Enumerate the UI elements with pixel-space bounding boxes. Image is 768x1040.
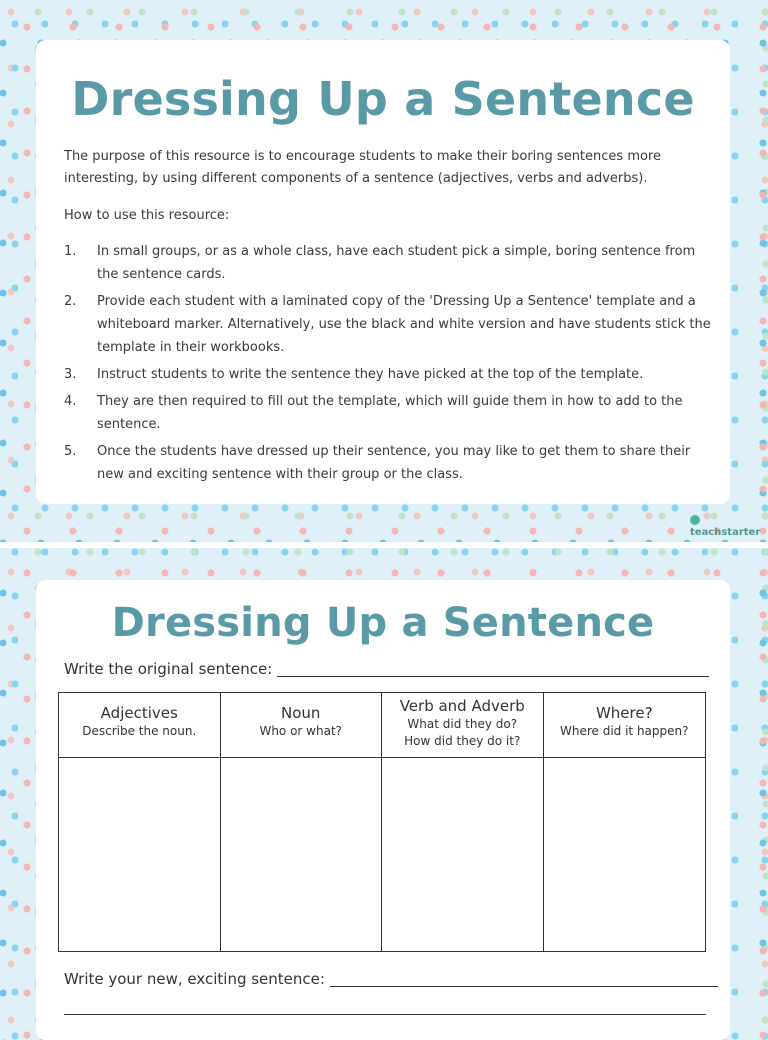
column-header-adjectives (59, 693, 221, 758)
column-subtitle: What did they do? (407, 717, 518, 731)
verb-adverb-answer-cell[interactable] (382, 758, 544, 951)
step-number: 1. (64, 244, 77, 259)
sentence-table (58, 692, 706, 952)
list-item (64, 440, 716, 486)
original-sentence-label: Write the original sentence: (64, 660, 273, 678)
step-number: 4. (64, 394, 77, 409)
step-text: Instruct students to write the sentence they have picked at the top of the template. (97, 367, 644, 382)
column-header-noun (221, 693, 383, 758)
instruction-steps (64, 240, 716, 490)
column-header-verb-adverb (382, 693, 544, 758)
instructions-card (36, 40, 730, 504)
list-item (64, 240, 716, 286)
column-title: Where? (595, 704, 653, 722)
step-text: Provide each student with a laminated copy of the 'Dressing Up a Sentence' template and a whiteboard marker. Alternatively, use the black and white version and have students stick the template in their workbooks. (97, 294, 711, 355)
brand-logo (690, 515, 768, 538)
page-title: Dressing Up a Sentence (71, 72, 695, 126)
brand-name: teachstarter (690, 527, 761, 538)
original-sentence-row (64, 660, 709, 678)
column-title: Noun (281, 704, 321, 722)
adjectives-answer-cell[interactable] (59, 758, 221, 951)
step-number: 3. (64, 367, 77, 382)
where-answer-cell[interactable] (544, 758, 706, 951)
step-text: In small groups, or as a whole class, have each student pick a simple, boring sentence from the sentence cards. (97, 244, 696, 282)
list-item (64, 290, 716, 359)
column-subtitle: Where did it happen? (559, 724, 689, 738)
list-item (64, 390, 716, 436)
column-title: Adjectives (100, 704, 178, 722)
column-title: Verb and Adverb (399, 697, 525, 715)
template-card (36, 580, 730, 1040)
column-subtitle: Who or what? (259, 724, 343, 738)
new-sentence-row (64, 970, 718, 988)
step-text: They are then required to fill out the template, which will guide them in how to add to the sentence. (97, 394, 683, 432)
how-to-heading: How to use this resource: (64, 208, 230, 223)
column-subtitle: Describe the noun. (82, 724, 197, 738)
column-header-where (544, 693, 706, 758)
new-sentence-line-2 (64, 1014, 706, 1015)
step-text: Once the students have dressed up their sentence, you may like to get them to share their new and exciting sentence with their group or the class. (97, 444, 691, 482)
list-item (64, 363, 716, 386)
brand-icon (690, 515, 700, 525)
new-sentence-line (330, 986, 718, 987)
new-sentence-label: Write your new, exciting sentence: (64, 970, 325, 988)
intro-paragraph: The purpose of this resource is to encourage students to make their boring sentences more interesting, by using different components of a sentence (adjectives, verbs and adverbs). (64, 149, 661, 186)
step-number: 2. (64, 294, 77, 309)
template-title: Dressing Up a Sentence (111, 600, 655, 646)
step-number: 5. (64, 444, 77, 459)
original-sentence-line (277, 676, 709, 677)
column-subtitle: How did they do it? (404, 734, 521, 748)
page-divider (0, 542, 768, 548)
noun-answer-cell[interactable] (221, 758, 383, 951)
